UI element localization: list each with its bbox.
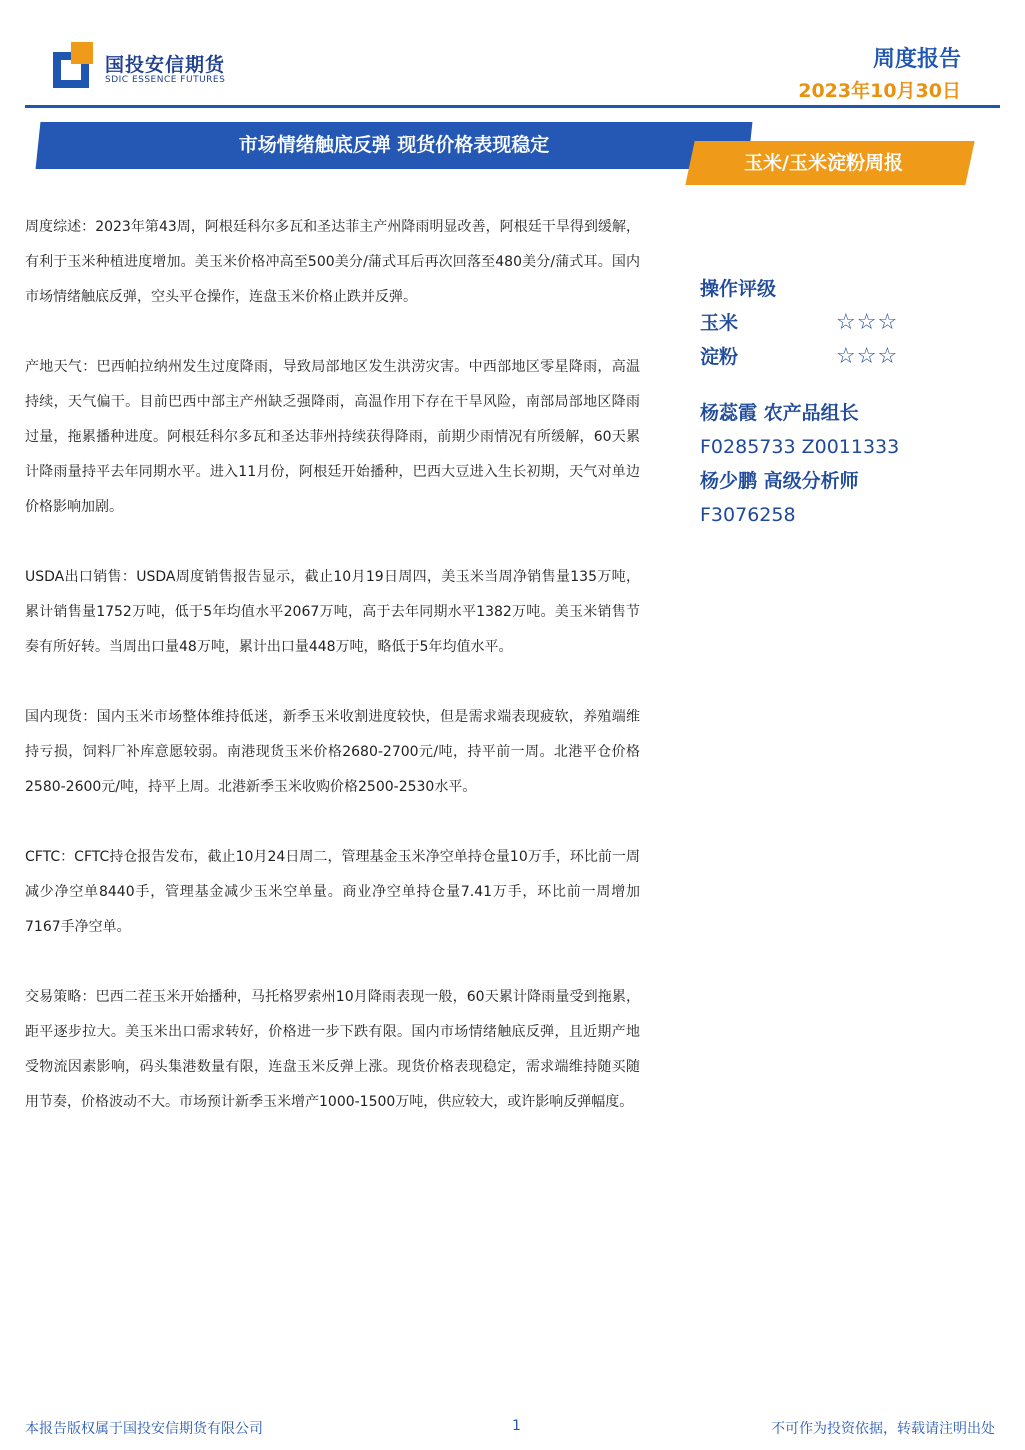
analyst-list	[700, 396, 960, 532]
company-logo	[53, 42, 233, 88]
logo-mark-icon	[53, 42, 99, 88]
logo-name-cn: 国投安信期货	[105, 54, 226, 76]
report-body	[25, 210, 640, 1155]
report-type: 周度报告	[872, 47, 961, 72]
section-strategy	[25, 980, 640, 1120]
analyst-license-ids: F3076258	[700, 504, 796, 526]
rating-title: 操作评级	[700, 278, 777, 300]
section-text: 巴西帕拉纳州发生过度降雨，导致局部地区发生洪涝灾害。中西部地区零星降雨，高温持续，天气偏干。目前巴西中部主产州缺乏强降雨，高温作用下存在干旱风险，南部局部地区降雨过量，拖累播种进度。阿根廷科尔多瓦和圣达菲州持续获得降雨，前期少雨情况有所缓解，60天累计降雨量持平去年同期水平。进入11月份，阿根廷开始播种，巴西大豆进入生长初期，天气对单边价格影响加剧。	[25, 359, 641, 515]
section-label: 国内现货：	[25, 709, 97, 725]
logo-name-en: SDIC ESSENCE FUTURES	[105, 75, 226, 85]
section-text: CFTC持仓报告发布，截止10月24日周二，管理基金玉米净空单持仓量10万手，环比前一周减少净空单8440手，管理基金减少玉米空单量。商业净空单持仓量7.41万手，环比前一周增加7167手净空单。	[25, 849, 641, 935]
rating-row-starch	[700, 340, 960, 374]
section-usda-export	[25, 560, 640, 665]
section-domestic-spot	[25, 700, 640, 805]
page-number: 1	[512, 1418, 521, 1434]
section-cftc	[25, 840, 640, 945]
section-weather	[25, 350, 640, 525]
header-divider	[25, 105, 1000, 108]
analyst-name-title: 杨少鹏 高级分析师	[700, 470, 859, 492]
star-rating-icon: ☆☆☆	[836, 310, 899, 335]
section-label: USDA出口销售：	[25, 569, 137, 585]
section-text: USDA周度销售报告显示，截止10月19日周四，美玉米当周净销售量135万吨，累计销售量1752万吨，低于5年均值水平2067万吨，高于去年同期水平1382万吨。美玉米销售节奏有所好转。当周出口量48万吨，累计出口量448万吨，略低于5年均值水平。	[25, 569, 640, 655]
section-text: 国内玉米市场整体维持低迷，新季玉米收割进度较快，但是需求端表现疲软，养殖端维持亏损，饲料厂补库意愿较弱。南港现货玉米价格2680-2700元/吨，持平前一周。北港平仓价格2580-2600元/吨，持平上周。北港新季玉米收购价格2500-2530水平。	[25, 709, 641, 795]
report-date: 2023年10月30日	[798, 80, 961, 102]
section-label: 产地天气：	[25, 359, 97, 375]
analyst-name-title: 杨蕊霞 农产品组长	[700, 402, 859, 424]
rating-name: 玉米	[700, 312, 739, 334]
headline-title: 市场情绪触底反弹 现货价格表现稳定	[238, 134, 550, 156]
rating-row-corn	[700, 306, 960, 340]
footer-copyright: 本报告版权属于国投安信期货有限公司	[25, 1421, 263, 1437]
section-label: CFTC：	[25, 849, 75, 865]
analyst-license-ids: F0285733 Z0011333	[700, 436, 900, 458]
product-title: 玉米/玉米淀粉周报	[744, 152, 903, 174]
sidebar	[700, 272, 960, 532]
section-label: 周度综述：	[25, 219, 96, 235]
section-text: 巴西二茬玉米开始播种，马托格罗索州10月降雨表现一般，60天累计降雨量受到拖累，距平逐步拉大。美玉米出口需求转好，价格进一步下跌有限。国内市场情绪触底反弹，且近期产地受物流因素影响，码头集港数量有限，连盘玉米反弹上涨。现货价格表现稳定，需求端维持随买随用节奏，价格波动不大。市场预计新季玉米增产1000-1500万吨，供应较大，或许影响反弹幅度。	[25, 989, 640, 1110]
section-label: 交易策略：	[25, 989, 96, 1005]
star-rating-icon: ☆☆☆	[836, 344, 899, 369]
section-weekly-summary	[25, 210, 640, 315]
footer-disclaimer: 不可作为投资依据，转载请注明出处	[771, 1421, 995, 1437]
rating-name: 淀粉	[700, 346, 739, 368]
section-text: 2023年第43周，阿根廷科尔多瓦和圣达菲主产州降雨明显改善，阿根廷干旱得到缓解，有利于玉米种植进度增加。美玉米价格冲高至500美分/蒲式耳后再次回落至480美分/蒲式耳。国内市场情绪触底反弹，空头平仓操作，连盘玉米价格止跌并反弹。	[25, 219, 641, 305]
